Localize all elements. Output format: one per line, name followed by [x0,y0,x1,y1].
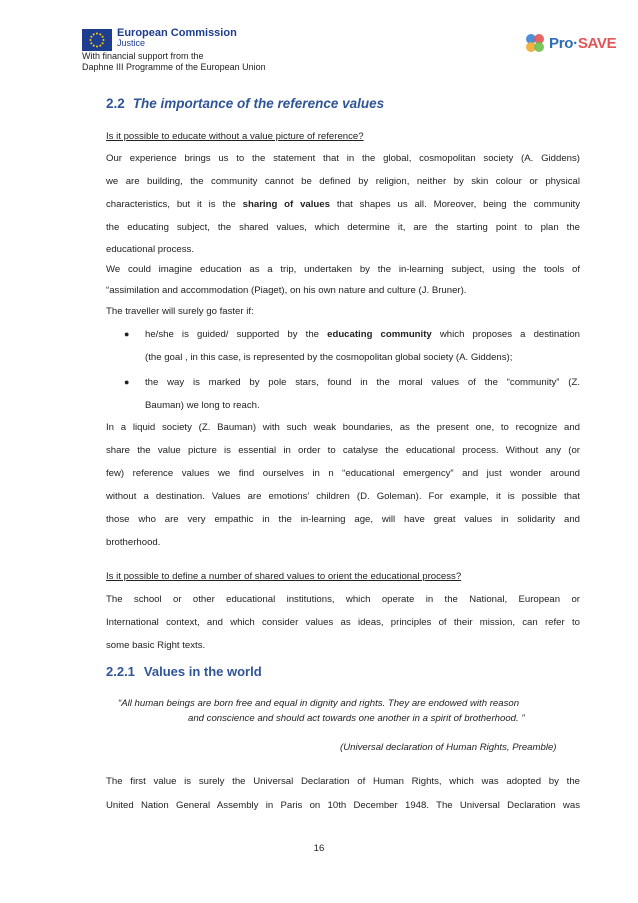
bullet-icon: ● [124,377,130,387]
subsection-heading [106,664,262,679]
subsection-title: Values in the world [143,664,262,679]
prosave-wordmark [549,35,616,52]
paragraph-1-line-2: we are building, the community cannot be defined by religion, neither by skin colour or physical [106,176,580,187]
funding-line-2: Daphne III Programme of the European Union [82,61,266,72]
bullet-1-line-1 [145,329,580,341]
paragraph-1-line-3 [106,199,580,211]
quote-line-1: “All human beings are born free and equal in dignity and rights. They are endowed with reason [118,698,520,709]
paragraph-5-line-1: The first value is surely the Universal Declaration of Human Rights, which was adopted by the [106,776,580,787]
section-heading [106,96,384,111]
eu-commission-logo [82,28,237,51]
paragraph-3-line-5: those who are very empathic in the in-learning age, will have great values in solidarity and [106,514,580,525]
question-1: Is it possible to educate without a value picture of reference? [106,131,364,142]
p1-l3-a: characteristics, but it is the [106,199,243,210]
funding-line-1: With financial support from the [82,51,204,61]
bullet-1-line-2: (the goal , in this case, is represented by the cosmopolitan global society (A. Giddens); [145,352,513,363]
educating-community: educating community [327,329,432,340]
quote-source: (Universal declaration of Human Rights, Preamble) [340,742,557,753]
bullet-2-line-2: Bauman) we long to reach. [145,400,260,411]
prosave-pro: Pro· [549,34,578,52]
section-title: The importance of the reference values [132,96,385,111]
quote-line-2: and conscience and should act towards one another in a spirit of brotherhood. ” [188,713,525,724]
p1-l3-c: that shapes us all. Moreover, being the community [329,199,581,210]
paragraph-3-line-6: brotherhood. [106,537,161,548]
prosave-logo [524,32,616,54]
prosave-flower-icon [524,32,546,54]
funding-note [82,51,266,72]
b1-c: which proposes a destination [431,329,580,340]
eu-title: European Commission [117,27,237,39]
paragraph-1-line-4: the educating subject, the shared values, which determine it, are the starting point to plan the [106,222,580,233]
bullet-icon: ● [124,329,130,339]
paragraph-3-line-4: without a destination. Values are emotions’ children (D. Goleman). For example, it is possible that [106,491,580,502]
eu-flag-icon [82,29,112,51]
paragraph-4-line-3: some basic Right texts. [106,640,206,651]
paragraph-2-line-1: We could imagine education as a trip, undertaken by the in-learning subject, using the tools of [106,264,580,275]
paragraph-1-line-1: Our experience brings us to the statement that in the global, cosmopolitan society (A. Giddens) [106,153,580,164]
bullet-2-line-1: the way is marked by pole stars, found in the moral values of the “community” (Z. [145,377,580,388]
paragraph-4-line-1: The school or other educational institutions, which operate in the National, European or [106,594,580,605]
paragraph-2-line-2: “assimilation and accommodation (Piaget), on his own nature and culture (J. Bruner). [106,285,467,296]
sharing-of-values: sharing of values [242,199,330,210]
section-number: 2.2 [106,96,125,111]
page-number: 16 [313,843,325,854]
prosave-save: SAVE [577,34,617,52]
b1-a: he/she is guided/ supported by the [145,329,328,340]
subsection-number: 2.2.1 [106,664,135,679]
paragraph-4-line-2: International context, and which consider values as ideas, principles of their mission, can refer to [106,617,580,628]
paragraph-5-line-2: United Nation General Assembly in Paris on 10th December 1948. The Universal Declaration was [106,800,580,811]
question-2: Is it possible to define a number of shared values to orient the educational process? [106,571,462,582]
paragraph-3-line-1: In a liquid society (Z. Bauman) with such weak boundaries, as the present one, to recognize and [106,422,580,433]
paragraph-3-line-2: share the value picture is essential in order to catalyse the educational process. Without any (or [106,445,580,456]
paragraph-1-line-5: educational process. [106,244,194,255]
paragraph-2-line-3: The traveller will surely go faster if: [106,306,254,317]
eu-subtitle: Justice [117,38,146,48]
paragraph-3-line-3: few) reference values we find ourselves in n “educational emergency” and just wonder around [106,468,580,479]
